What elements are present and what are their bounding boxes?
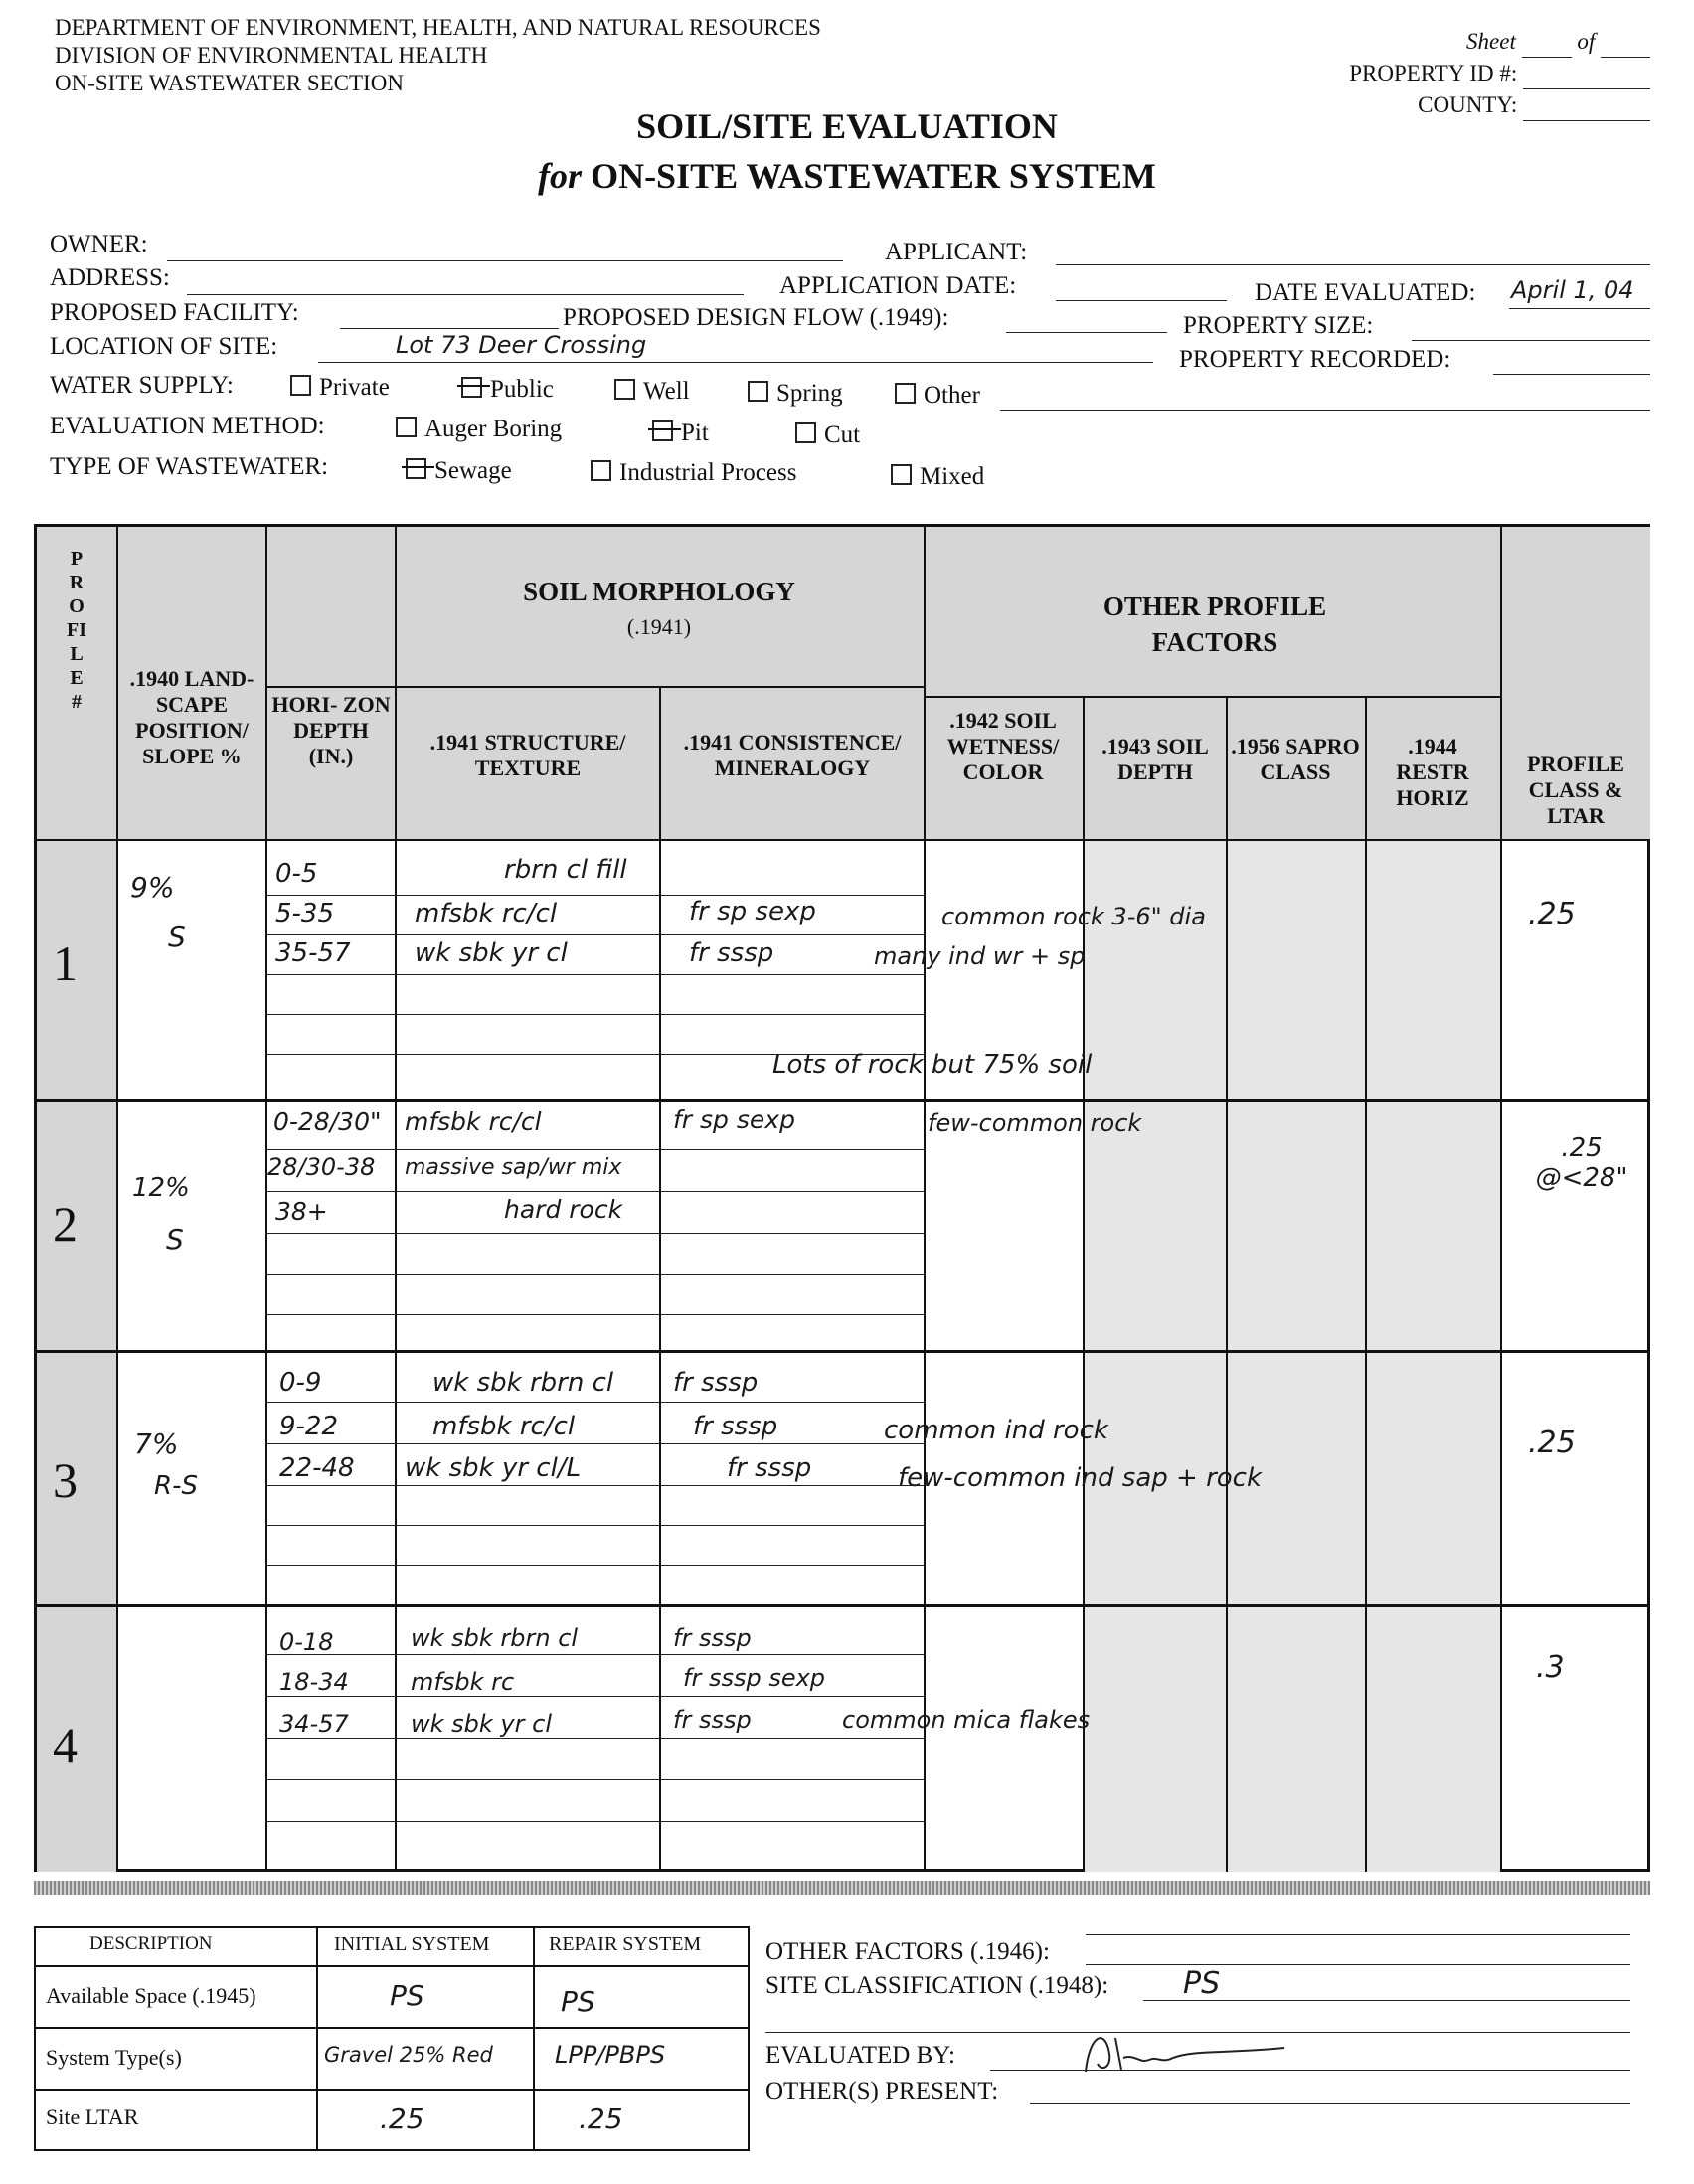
profile-3-structure-1[interactable]: wk sbk rbrn cl [432, 1368, 614, 1398]
form-subtitle [0, 155, 1694, 197]
bottom-hline [36, 1965, 748, 1967]
wastewater-industrial[interactable]: Industrial Process [591, 459, 796, 487]
profile-3-position[interactable]: R-S [154, 1471, 198, 1501]
profile-4-structure-3[interactable]: wk sbk yr cl [411, 1710, 552, 1738]
checkbox-icon[interactable] [748, 381, 768, 402]
grid-vline [659, 686, 661, 1872]
profile-3-class[interactable]: .25 [1528, 1426, 1576, 1460]
grid-vline [1500, 527, 1502, 1872]
water-supply-label: WATER SUPPLY: [50, 372, 234, 399]
row-line [265, 1191, 924, 1192]
system-summary-table [34, 1926, 750, 2151]
other-factors-shade [1083, 839, 1500, 1872]
profile-1-consistence-2[interactable]: fr sp sexp [689, 897, 816, 926]
of-label: of [1577, 29, 1596, 54]
row-line [265, 895, 924, 896]
site-ltar-repair[interactable]: .25 [579, 2102, 623, 2135]
profile-2-structure-2[interactable]: massive sap/wr mix [405, 1155, 622, 1180]
profile-1-depth-2[interactable]: 5-35 [275, 899, 335, 928]
site-ltar-label: Site LTAR [46, 2104, 139, 2129]
others-present-field[interactable] [1030, 2103, 1630, 2104]
profile-1-note-3[interactable]: Lots of rock but 75% soil [772, 1050, 1093, 1080]
sapro-header: .1956 SAPRO CLASS [1231, 734, 1360, 784]
profile-4-consistence-2[interactable]: fr sssp sexp [683, 1664, 826, 1692]
application-date-label: APPLICATION DATE: [779, 272, 1017, 299]
bottom-vline [533, 1928, 535, 2149]
date-evaluated-value[interactable]: April 1, 04 [1511, 276, 1634, 304]
row-line [265, 1274, 924, 1275]
location-value[interactable]: Lot 73 Deer Crossing [396, 331, 647, 359]
soil-morphology-header: SOIL MORPHOLOGY [523, 577, 795, 606]
evaluation-cut[interactable]: Cut [795, 421, 860, 449]
site-class-field[interactable] [1143, 2000, 1630, 2001]
profile-2-depth-2[interactable]: 28/30-38 [267, 1153, 376, 1181]
water-supply-well[interactable]: Well [614, 378, 690, 406]
property-size-label: PROPERTY SIZE: [1183, 312, 1374, 339]
profile-2-depth-3[interactable]: 38+ [275, 1197, 328, 1226]
bottom-hline [36, 2027, 748, 2029]
row-line [265, 974, 924, 975]
row-line [265, 1485, 924, 1486]
owner-label: OWNER: [50, 231, 148, 257]
profile-1-structure-1[interactable]: rbrn cl fill [504, 855, 627, 885]
water-supply-public[interactable]: Public [461, 376, 554, 404]
landscape-header: .1940 LAND- SCAPE POSITION/ SLOPE % [129, 666, 254, 768]
grid-vline [1365, 696, 1367, 1872]
profile-4-number: 4 [53, 1717, 78, 1772]
checkbox-icon[interactable] [591, 460, 611, 481]
profile-3-structure-3[interactable]: wk sbk yr cl/L [405, 1453, 582, 1483]
profile-class-header: PROFILE CLASS & LTAR [1527, 752, 1624, 828]
applicant-field[interactable] [1056, 264, 1650, 265]
grid-vline [1083, 696, 1085, 1872]
evaluation-method-label: EVALUATION METHOD: [50, 413, 325, 439]
evaluated-by-label: EVALUATED BY: [765, 2042, 955, 2069]
county-label: COUNTY: [1418, 92, 1518, 117]
profile-2-number: 2 [53, 1196, 78, 1252]
profile-4-note-1[interactable]: common mica flakes [842, 1706, 1091, 1734]
row-line [265, 934, 924, 935]
location-label: LOCATION OF SITE: [50, 333, 278, 360]
initial-system-header: INITIAL SYSTEM [334, 1933, 490, 1955]
grid-hline [924, 696, 1500, 698]
profile-1-consistence-3[interactable]: fr sssp [689, 938, 774, 968]
grid-vline [395, 527, 397, 1872]
row-line [265, 1402, 924, 1403]
profile-3-slope[interactable]: 7% [134, 1428, 179, 1460]
other-factors-header: OTHER PROFILE FACTORS [1102, 591, 1327, 657]
profile-1-class[interactable]: .25 [1528, 897, 1576, 931]
row-line [265, 1696, 924, 1697]
row-line [265, 1565, 924, 1566]
date-evaluated-field[interactable] [1509, 308, 1650, 309]
evaluated-by-field[interactable] [990, 2070, 1630, 2071]
profile-1-position[interactable]: S [168, 921, 186, 953]
profile-2-structure-3[interactable]: hard rock [504, 1195, 623, 1224]
profile-4-depth-3[interactable]: 34-57 [279, 1710, 349, 1738]
profile-4-consistence-3[interactable]: fr sssp [673, 1706, 752, 1734]
water-supply-spring[interactable]: Spring [748, 380, 843, 408]
checked-checkbox-icon[interactable] [406, 458, 426, 479]
profile-3-number: 3 [53, 1452, 78, 1508]
row-line [265, 1443, 924, 1444]
grid-hline [37, 1099, 1650, 1102]
form-title: SOIL/SITE EVALUATION [636, 106, 1058, 146]
checked-checkbox-icon[interactable] [461, 377, 482, 398]
checked-checkbox-icon[interactable] [652, 420, 673, 441]
profile-4-class[interactable]: .3 [1536, 1650, 1565, 1685]
site-class-label: SITE CLASSIFICATION (.1948): [765, 1972, 1109, 1999]
profile-4-depth-1[interactable]: 0-18 [279, 1628, 334, 1656]
bottom-vline [316, 1928, 318, 2149]
available-space-label: Available Space (.1945) [46, 1983, 256, 2008]
property-size-field[interactable] [1412, 340, 1650, 341]
proposed-design-flow-field[interactable] [1006, 332, 1167, 333]
checkbox-icon[interactable] [396, 417, 417, 437]
grid-vline [924, 527, 926, 1872]
proposed-facility-field[interactable] [340, 328, 559, 329]
others-present-label: OTHER(S) PRESENT: [765, 2078, 999, 2104]
profile-4-structure-2[interactable]: mfsbk rc [411, 1668, 515, 1696]
proposed-facility-label: PROPOSED FACILITY: [50, 299, 299, 326]
profile-4-consistence-1[interactable]: fr sssp [673, 1624, 752, 1652]
profile-2-note-1[interactable]: few-common rock [928, 1109, 1142, 1137]
evaluation-pit[interactable]: Pit [652, 420, 709, 447]
profile-1-depth-3[interactable]: 35-57 [275, 938, 351, 968]
applicant-label: APPLICANT: [885, 239, 1028, 265]
profile-2-class[interactable]: .25 @<28" [1535, 1133, 1628, 1193]
grid-vline [1226, 696, 1228, 1872]
system-type-repair[interactable]: LPP/PBPS [555, 2041, 666, 2069]
soil-depth-header: .1943 SOIL DEPTH [1101, 734, 1209, 784]
water-supply-private[interactable]: Private [290, 374, 390, 402]
site-ltar-initial[interactable]: .25 [380, 2102, 424, 2135]
profile-2-structure-1[interactable]: mfsbk rc/cl [405, 1107, 542, 1136]
other-factors-field-2[interactable] [1086, 1964, 1630, 1965]
row-line [265, 1233, 924, 1234]
property-recorded-field[interactable] [1493, 374, 1650, 375]
checkbox-icon[interactable] [290, 375, 311, 396]
dept-line-3: ON-SITE WASTEWATER SECTION [55, 71, 404, 95]
other-factors-label: OTHER FACTORS (.1946): [765, 1938, 1050, 1965]
profile-3-depth-1[interactable]: 0-9 [279, 1368, 322, 1398]
soil-profile-table [34, 524, 1650, 1872]
profile-1-structure-2[interactable]: mfsbk rc/cl [415, 899, 558, 928]
proposed-design-flow-label: PROPOSED DESIGN FLOW (.1949): [563, 304, 949, 331]
profile-3-note-2[interactable]: few-common ind sap + rock [898, 1463, 1263, 1493]
profile-3-depth-3[interactable]: 22-48 [279, 1453, 355, 1483]
evaluator-signature [1066, 2024, 1304, 2084]
profile-3-depth-2[interactable]: 9-22 [279, 1412, 339, 1441]
profile-1-slope[interactable]: 9% [130, 871, 175, 904]
profile-4-depth-2[interactable]: 18-34 [279, 1668, 349, 1696]
property-id-label: PROPERTY ID #: [1349, 61, 1518, 85]
grid-hline [37, 839, 1650, 841]
profile-1-depth-1[interactable]: 0-5 [275, 859, 318, 889]
other-factors-field[interactable] [1086, 1934, 1630, 1935]
profile-2-position[interactable]: S [166, 1223, 184, 1256]
checkbox-icon[interactable] [614, 379, 635, 400]
property-recorded-label: PROPERTY RECORDED: [1179, 346, 1451, 373]
separator-band [34, 1881, 1650, 1895]
grid-vline [116, 527, 118, 1872]
grid-hline [37, 1604, 1650, 1607]
profile-2-depth-1[interactable]: 0-28/30" [273, 1107, 382, 1136]
profile-3-structure-2[interactable]: mfsbk rc/cl [432, 1412, 576, 1441]
row-line [265, 1654, 924, 1655]
profile-3-consistence-1[interactable]: fr sssp [673, 1368, 759, 1398]
wetness-header: .1942 SOIL WETNESS/ COLOR [946, 708, 1060, 784]
location-field[interactable] [318, 362, 1153, 363]
wastewater-label: TYPE OF WASTEWATER: [50, 453, 329, 480]
profile-3-consistence-3[interactable]: fr sssp [727, 1453, 812, 1483]
repair-system-header: REPAIR SYSTEM [549, 1933, 702, 1955]
owner-field[interactable] [167, 260, 843, 261]
row-line [265, 1014, 924, 1015]
sheet-label: Sheet [1466, 29, 1516, 54]
department-block [55, 14, 821, 97]
row-line [265, 1738, 924, 1739]
form-subtitle-text: ON-SITE WASTEWATER SYSTEM [591, 156, 1156, 196]
checkbox-icon[interactable] [891, 464, 912, 485]
row-line [265, 1314, 924, 1315]
profile-1-number: 1 [53, 935, 78, 991]
horizon-header: HORI- ZON DEPTH (IN.) [271, 692, 391, 768]
date-evaluated-label: DATE EVALUATED: [1255, 279, 1476, 306]
bottom-hline [36, 2089, 748, 2091]
row-line [265, 1779, 924, 1780]
row-line [265, 1149, 924, 1150]
site-class-value[interactable]: PS [1183, 1966, 1221, 2001]
profile-4-structure-1[interactable]: wk sbk rbrn cl [411, 1624, 579, 1652]
grid-hline [37, 1350, 1650, 1353]
profile-3-note-1[interactable]: common ind rock [884, 1416, 1108, 1445]
row-line [265, 1525, 924, 1526]
structure-header: .1941 STRUCTURE/ TEXTURE [429, 730, 626, 780]
available-space-initial[interactable]: PS [390, 1979, 424, 2012]
profile-1-structure-3[interactable]: wk sbk yr cl [415, 938, 568, 968]
restr-header: .1944 RESTR HORIZ [1396, 734, 1469, 810]
dept-line-2: DIVISION OF ENVIRONMENTAL HEALTH [55, 43, 488, 68]
system-type-initial[interactable]: Gravel 25% Red [324, 2043, 493, 2067]
dept-line-1: DEPARTMENT OF ENVIRONMENT, HEALTH, AND NATURAL RESOURCES [55, 15, 821, 40]
profile-header: PROFILE # [67, 548, 86, 713]
checkbox-icon[interactable] [895, 383, 916, 404]
wastewater-sewage[interactable]: Sewage [406, 457, 512, 485]
form-subtitle-for: for [538, 156, 583, 196]
profile-3-consistence-2[interactable]: fr sssp [693, 1412, 778, 1441]
address-label: ADDRESS: [50, 264, 170, 291]
water-supply-other-field[interactable] [1000, 410, 1650, 411]
evaluation-auger[interactable]: Auger Boring [396, 416, 562, 443]
system-type-label: System Type(s) [46, 2045, 182, 2070]
water-supply-other[interactable]: Other [895, 382, 980, 410]
checkbox-icon[interactable] [795, 422, 816, 443]
row-line [265, 1821, 924, 1822]
soil-morphology-code: (.1941) [626, 614, 692, 639]
profile-1-note-2[interactable]: many ind wr + sp [874, 942, 1086, 970]
application-date-field[interactable] [1056, 300, 1227, 301]
grid-vline [265, 527, 267, 1872]
profile-2-slope[interactable]: 12% [132, 1173, 190, 1203]
description-header: DESCRIPTION [89, 1933, 213, 1954]
profile-1-note-1[interactable]: common rock 3-6" dia [941, 903, 1206, 930]
consistence-header: .1941 CONSISTENCE/ MINERALOGY [683, 730, 902, 780]
profile-2-consistence-1[interactable]: fr sp sexp [673, 1105, 795, 1134]
available-space-repair[interactable]: PS [561, 1985, 595, 2018]
wastewater-mixed[interactable]: Mixed [891, 463, 984, 491]
address-field[interactable] [187, 294, 744, 295]
grid-hline [265, 686, 924, 688]
